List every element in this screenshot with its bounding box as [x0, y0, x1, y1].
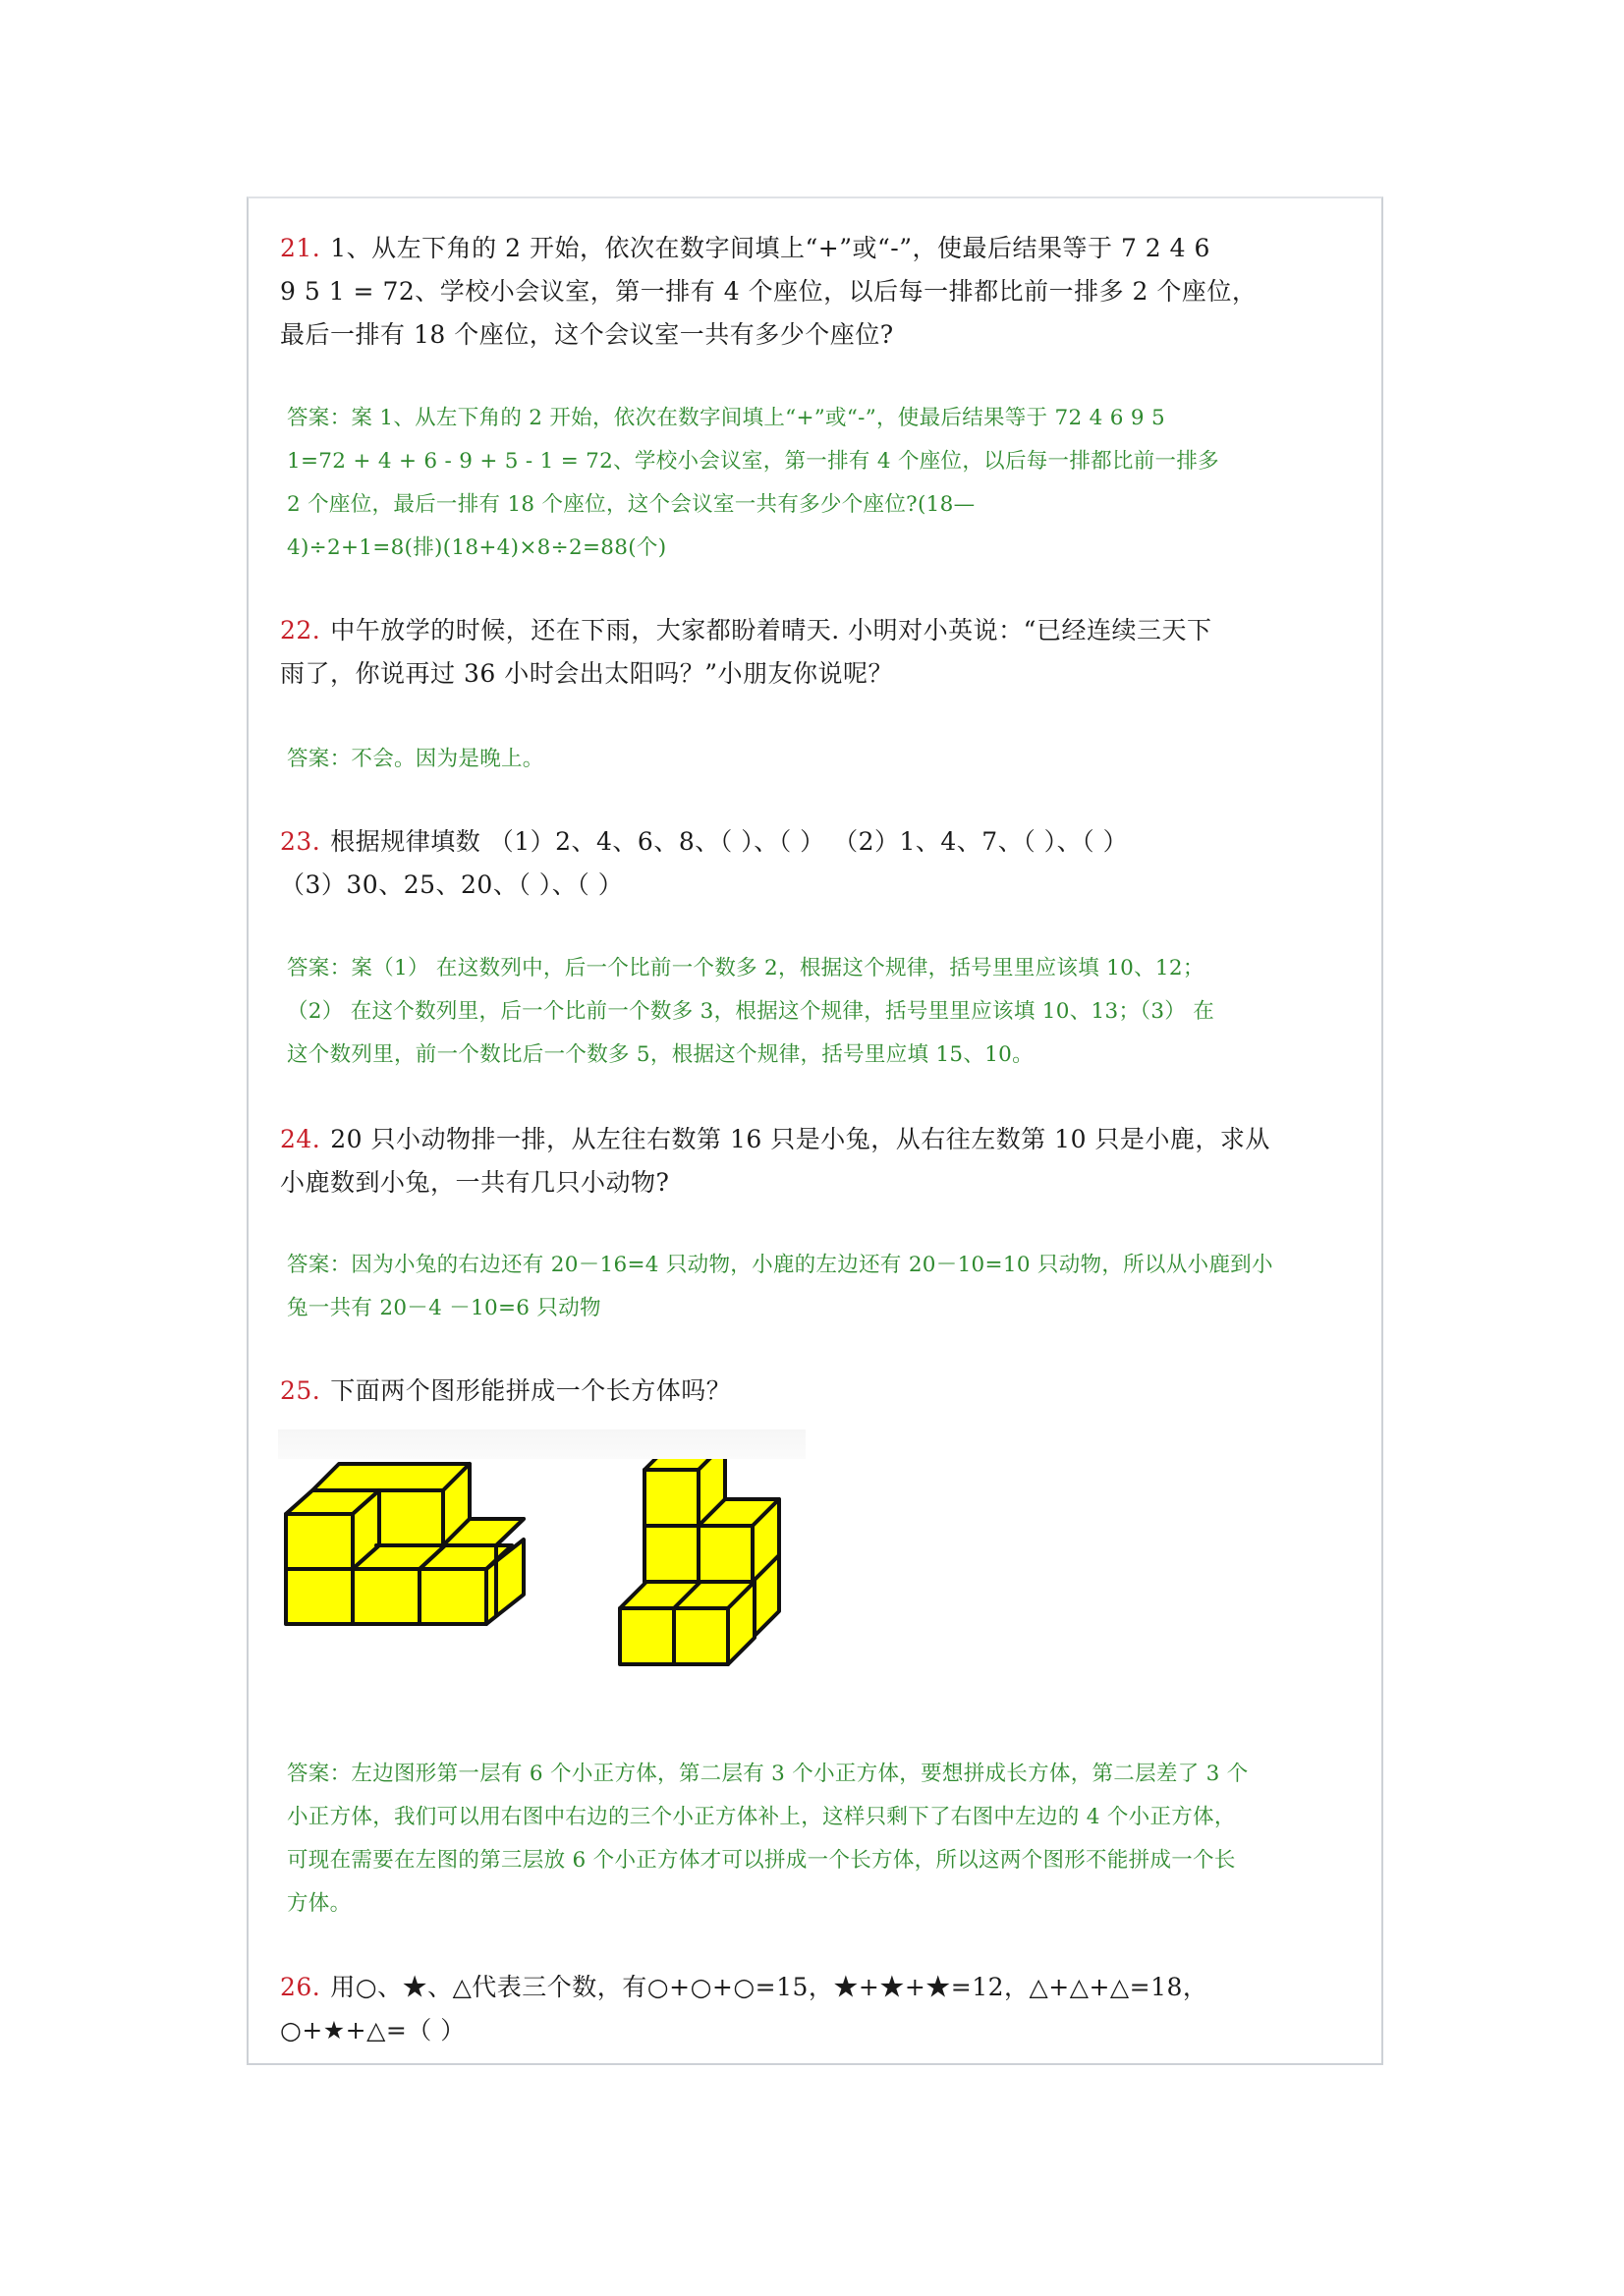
question-number: 25. [280, 1376, 321, 1405]
answer-line: （2） 在这个数列里，后一个比前一个数多 3，根据这个规律，括号里里应该填 10、13；（3） 在 [287, 999, 1215, 1024]
answer-23 [287, 947, 1377, 1077]
answer-21 [287, 397, 1377, 570]
question-23 [280, 820, 1385, 907]
question-line: 雨了，你说再过 36 小时会出太阳吗？”小朋友你说呢？ [280, 659, 893, 688]
answer-line: 方体。 [287, 1891, 352, 1916]
answer-line: 2 个座位，最后一排有 18 个座位，这个会议室一共有多少个座位?(18— [287, 492, 976, 517]
question-line: 9 5 1 = 72、学校小会议室，第一排有 4 个座位，以后每一排都比前一排多 2 个座位， [280, 277, 1258, 306]
question-text: 中午放学的时候，还在下雨，大家都盼着晴天. 小明对小英说：“已经连续三天下 [330, 616, 1212, 644]
question-number: 22. [280, 616, 321, 644]
question-number: 26. [280, 1973, 321, 2001]
question-line: 小鹿数到小兔，一共有几只小动物? [280, 1168, 670, 1197]
cube-stack-left-icon [286, 1464, 524, 1624]
question-26 [280, 1966, 1385, 2052]
question-number: 23. [280, 827, 321, 856]
cube-figure [278, 1429, 806, 1705]
answer-25 [287, 1753, 1377, 1926]
question-text: 1、从左下角的 2 开始，依次在数字间填上“+”或“-”，使最后结果等于 7 2 4 6 [330, 234, 1210, 262]
question-line [280, 1118, 1385, 1161]
cube-stacks-illustration [278, 1429, 806, 1705]
question-22 [280, 609, 1385, 696]
answer-line: 可现在需要在左图的第三层放 6 个小正方体才可以拼成一个长方体，所以这两个图形不能拼成一个长 [287, 1848, 1236, 1873]
question-line: 最后一排有 18 个座位，这个会议室一共有多少个座位? [280, 320, 894, 349]
answer-24 [287, 1244, 1377, 1330]
question-line [280, 609, 1385, 652]
question-text: 用○、★、△代表三个数，有○+○+○=15，★+★+★=12，△+△+△=18， [330, 1973, 1208, 2001]
question-line: ○+★+△=（ ） [280, 2016, 466, 2044]
question-text: 根据规律填数 （1）2、4、6、8、（ ）、（ ） （2）1、4、7、（ ）、（ ） [330, 827, 1129, 856]
answer-line: 答案：案（1） 在这数列中，后一个比前一个数多 2，根据这个规律，括号里里应该填 10、12； [287, 956, 1204, 980]
answer-line: 兔一共有 20－4 －10=6 只动物 [287, 1296, 601, 1320]
answer-line: 答案：案 1、从左下角的 2 开始，依次在数字间填上“+”或“-”，使最后结果等于 72 4 6 9 5 [287, 406, 1165, 430]
question-text: 20 只小动物排一排，从左往右数第 16 只是小兔，从右往左数第 10 只是小鹿，求从 [330, 1125, 1270, 1153]
answer-line: 答案：不会。因为是晚上。 [287, 747, 544, 771]
figure-top-band [278, 1429, 806, 1459]
question-number: 24. [280, 1125, 321, 1153]
answer-22 [287, 738, 1377, 781]
answer-line: 4)÷2+1=8(排)(18+4)×8÷2=88(个) [287, 535, 667, 560]
question-line [280, 1966, 1385, 2009]
question-24 [280, 1118, 1385, 1204]
question-25 [280, 1370, 1385, 1413]
answer-line: 小正方体，我们可以用右图中右边的三个小正方体补上，这样只剩下了右图中左边的 4 个小正方体， [287, 1805, 1236, 1829]
question-line: （3）30、25、20、（ ）、（ ） [280, 870, 624, 899]
question-number: 21. [280, 234, 321, 262]
question-line [280, 820, 1385, 864]
answer-line: 这个数列里，前一个数比后一个数多 5，根据这个规律，括号里应填 15、10。 [287, 1042, 1034, 1067]
question-line [280, 227, 1385, 270]
question-line [280, 1370, 1385, 1413]
answer-line: 答案：左边图形第一层有 6 个小正方体，第二层有 3 个小正方体，要想拼成长方体，第二层差了 3 个 [287, 1762, 1249, 1786]
cube-stack-right-icon [620, 1443, 779, 1664]
question-21 [280, 227, 1385, 357]
question-text: 下面两个图形能拼成一个长方体吗？ [330, 1376, 732, 1405]
answer-line: 1=72 + 4 + 6 - 9 + 5 - 1 = 72、学校小会议室，第一排有 4 个座位，以后每一排都比前一排多 [287, 449, 1219, 474]
answer-line: 答案：因为小兔的右边还有 20－16=4 只动物，小鹿的左边还有 20－10=10 只动物，所以从小鹿到小 [287, 1253, 1273, 1277]
